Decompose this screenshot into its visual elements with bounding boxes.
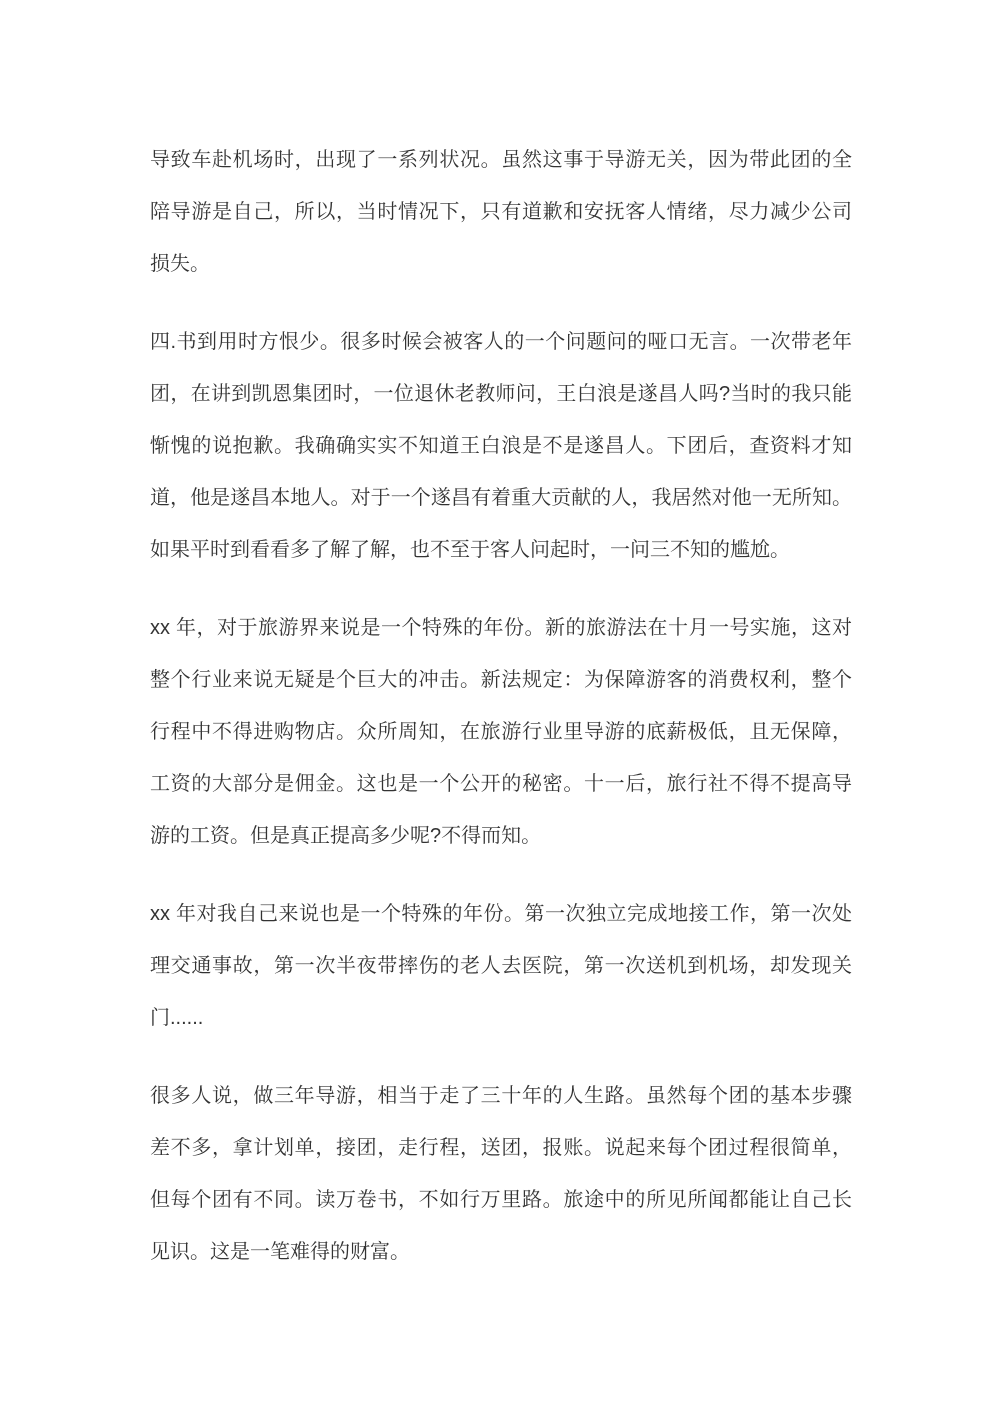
text-line: 门......	[150, 1007, 204, 1029]
text-line: 差不多，拿计划单，接团，走行程，送团，报账。说起来每个团过程很简单，	[150, 1137, 852, 1159]
paragraph	[150, 134, 852, 290]
text-line: 惭愧的说抱歉。我确确实实不知道王白浪是不是遂昌人。下团后，查资料才知	[150, 435, 852, 457]
text-line: 损失。	[150, 253, 210, 275]
text-line: 陪导游是自己，所以，当时情况下，只有道歉和安抚客人情绪，尽力减少公司	[150, 201, 852, 223]
text-line: 游的工资。但是真正提高多少呢?不得而知。	[150, 825, 542, 847]
text-line: xx 年，对于旅游界来说是一个特殊的年份。新的旅游法在十月一号实施，这对	[150, 617, 852, 639]
text-line: 导致车赴机场时，出现了一系列状况。虽然这事于导游无关，因为带此团的全	[150, 149, 852, 171]
document-body	[150, 134, 852, 1304]
text-line: 如果平时到看看多了解了解，也不至于客人问起时，一问三不知的尴尬。	[150, 539, 790, 561]
paragraph	[150, 888, 852, 1044]
text-line: 整个行业来说无疑是个巨大的冲击。新法规定：为保障游客的消费权利，整个	[150, 669, 852, 691]
text-line: 但每个团有不同。读万卷书，不如行万里路。旅途中的所见所闻都能让自己长	[150, 1189, 852, 1211]
text-line: 行程中不得进购物店。众所周知，在旅游行业里导游的底薪极低，且无保障，	[150, 721, 852, 743]
text-line: 理交通事故，第一次半夜带摔伤的老人去医院，第一次送机到机场，却发现关	[150, 955, 852, 977]
text-line: 工资的大部分是佣金。这也是一个公开的秘密。十一后，旅行社不得不提高导	[150, 773, 852, 795]
text-line: 见识。这是一笔难得的财富。	[150, 1241, 410, 1263]
paragraph	[150, 602, 852, 862]
text-line: 道，他是遂昌本地人。对于一个遂昌有着重大贡献的人，我居然对他一无所知。	[150, 487, 852, 509]
paragraph	[150, 1070, 852, 1278]
paragraph	[150, 316, 852, 576]
text-line: xx 年对我自己来说也是一个特殊的年份。第一次独立完成地接工作，第一次处	[150, 903, 852, 925]
text-line: 四.书到用时方恨少。很多时候会被客人的一个问题问的哑口无言。一次带老年	[150, 331, 852, 353]
text-line: 很多人说，做三年导游，相当于走了三十年的人生路。虽然每个团的基本步骤	[150, 1085, 852, 1107]
text-line: 团，在讲到凯恩集团时，一位退休老教师问，王白浪是遂昌人吗?当时的我只能	[150, 383, 852, 405]
